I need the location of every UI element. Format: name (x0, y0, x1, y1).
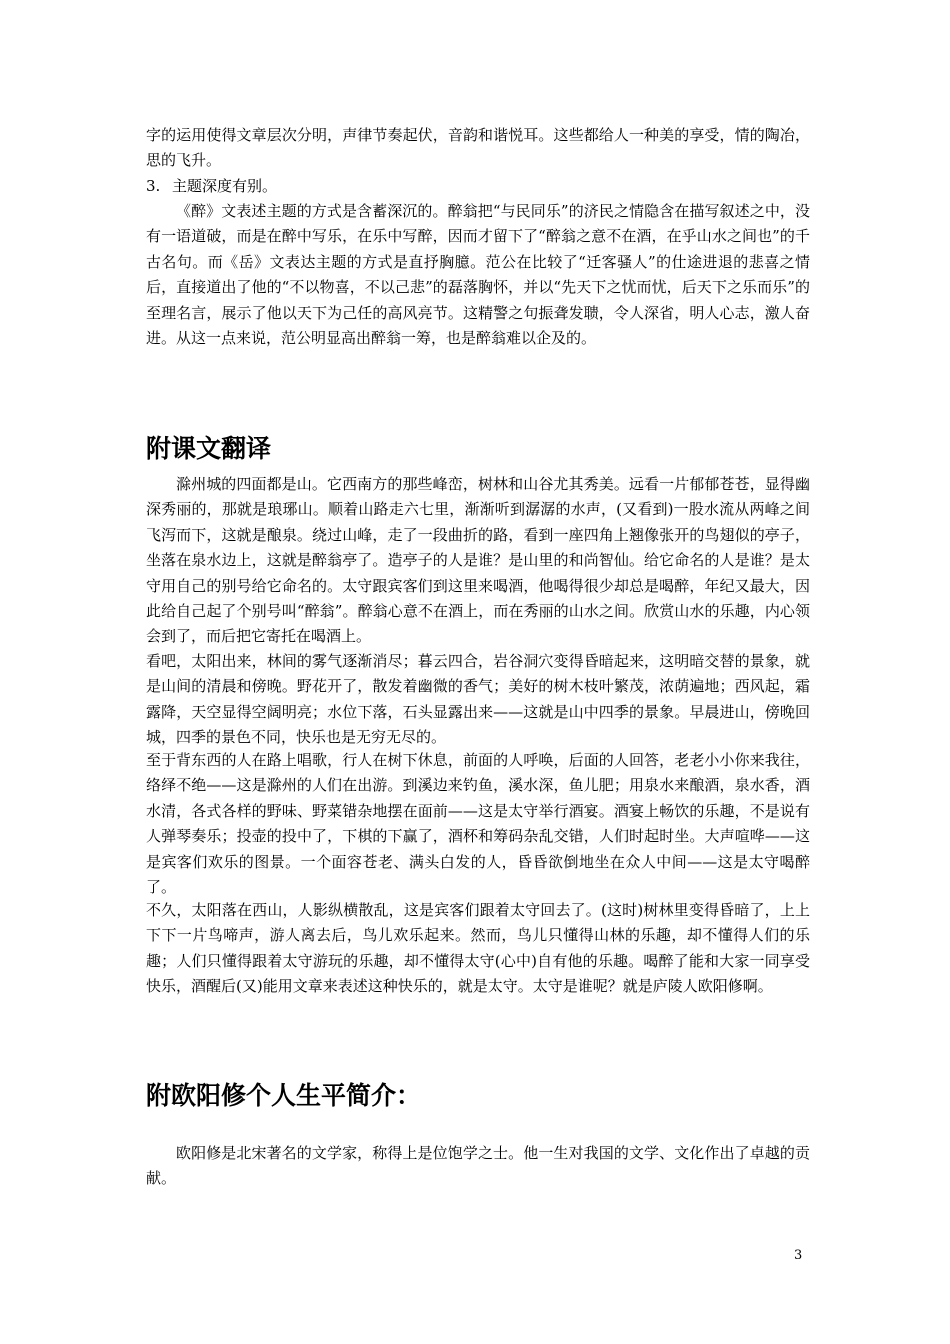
paragraph-translation-3: 至于背东西的人在路上唱歌，行人在树下休息，前面的人呼唤，后面的人回答，老老小小你来我往，络绎不绝——这是滁州的人们在出游。到溪边来钓鱼，溪水深，鱼儿肥；用泉水来酿酒，泉水香，酒水清，各式各样的野味、野菜错杂地摆在面前——这是太守举行酒宴。酒宴上畅饮的乐趣，不是说有人弹琴奏乐；投壶的投中了，下棋的下赢了，酒杯和筹码杂乱交错，人们时起时坐。大声喧哗——这是宾客们欢乐的图景。一个面容苍老、满头白发的人，昏昏欲倒地坐在众人中间——这是太守喝醉了。 (146, 751, 810, 897)
paragraph-translation-1: 滁州城的四面都是山。它西南方的那些峰峦，树林和山谷尤其秀美。远看一片郁郁苍苍，显得幽深秀丽的，那就是琅琊山。顺着山路走六七里，渐渐听到潺潺的水声，(又看到)一股水流从两峰之间飞泻而下，这就是酿泉。绕过山峰，走了一段曲折的路，看到一座四角上翘像张开的鸟翅似的亭子，坐落在泉水边上，这就是醉翁亭了。造亭子的人是谁？是山里的和尚智仙。给它命名的人是谁？是太守用自己的别号给它命名的。太守跟宾客们到这里来喝酒，他喝得很少却总是喝醉，年纪又最大，因此给自己起了个别号叫“醉翁”。醉翁心意不在酒上，而在秀丽的山水之间。欣赏山水的乐趣，内心领会到了，而后把它寄托在喝酒上。 (146, 475, 810, 646)
paragraph-theme-depth: 《醉》文表述主题的方式是含蓄深沉的。醉翁把“与民同乐”的济民之情隐含在描写叙述之中，没有一语道破，而是在醉中写乐，在乐中写醉，因而才留下了“醉翁之意不在酒，在乎山水之间也”的千古名句。而《岳》文表达主题的方式是直抒胸臆。范公在比较了“迁客骚人”的仕途进退的悲喜之情后，直接道出了他的“不以物喜，不以己悲”的磊落胸怀，并以“先天下之忧而忧，后天下之乐而乐”的至理名言，展示了他以天下为己任的高风亮节。这精警之句振聋发聩，令人深省，明人心志，激人奋进。从这一点来说，范公明显高出醉翁一筹，也是醉翁难以企及的。 (146, 202, 810, 348)
list-item-point-3 (146, 174, 277, 199)
paragraph-translation-4: 不久，太阳落在西山，人影纵横散乱，这是宾客们跟着太守回去了。(这时)树林里变得昏暗了，上上下下一片鸟啼声，游人离去后，鸟儿欢乐起来。然而，鸟儿只懂得山林的乐趣，却不懂得人们的乐趣；人们只懂得跟着太守游玩的乐趣，却不懂得太守(心中)自有他的乐趣。喝醉了能和大家一同享受快乐，酒醒后(又)能用文章来表述这种快乐的，就是太守。太守是谁呢？就是庐陵人欧阳修啊。 (146, 901, 810, 996)
list-number: 3. (146, 177, 161, 195)
page-number: 3 (794, 1248, 803, 1263)
paragraph-continuation: 字的运用使得文章层次分明，声律节奏起伏，音韵和谐悦耳。这些都给人一种美的享受，情的陶冶，思的飞升。 (146, 126, 810, 170)
paragraph-translation-2: 看吧，太阳出来，林间的雾气逐渐消尽；暮云四合，岩谷洞穴变得昏暗起来，这明暗交替的景象，就是山间的清晨和傍晚。野花开了，散发着幽微的香气；美好的树木枝叶繁茂，浓荫遍地；西风起，霜露降，天空显得空阔明亮；水位下落，石头显露出来——这就是山中四季的景象。早晨进山，傍晚回城，四季的景色不同，快乐也是无穷无尽的。 (146, 652, 810, 747)
heading-translation: 附课文翻译 (146, 434, 272, 463)
heading-biography: 附欧阳修个人生平简介： (146, 1081, 422, 1110)
list-item-title: 主题深度有别。 (172, 177, 278, 195)
paragraph-biography: 欧阳修是北宋著名的文学家，称得上是位饱学之士。他一生对我国的文学、文化作出了卓越的贡献。 (146, 1144, 810, 1188)
